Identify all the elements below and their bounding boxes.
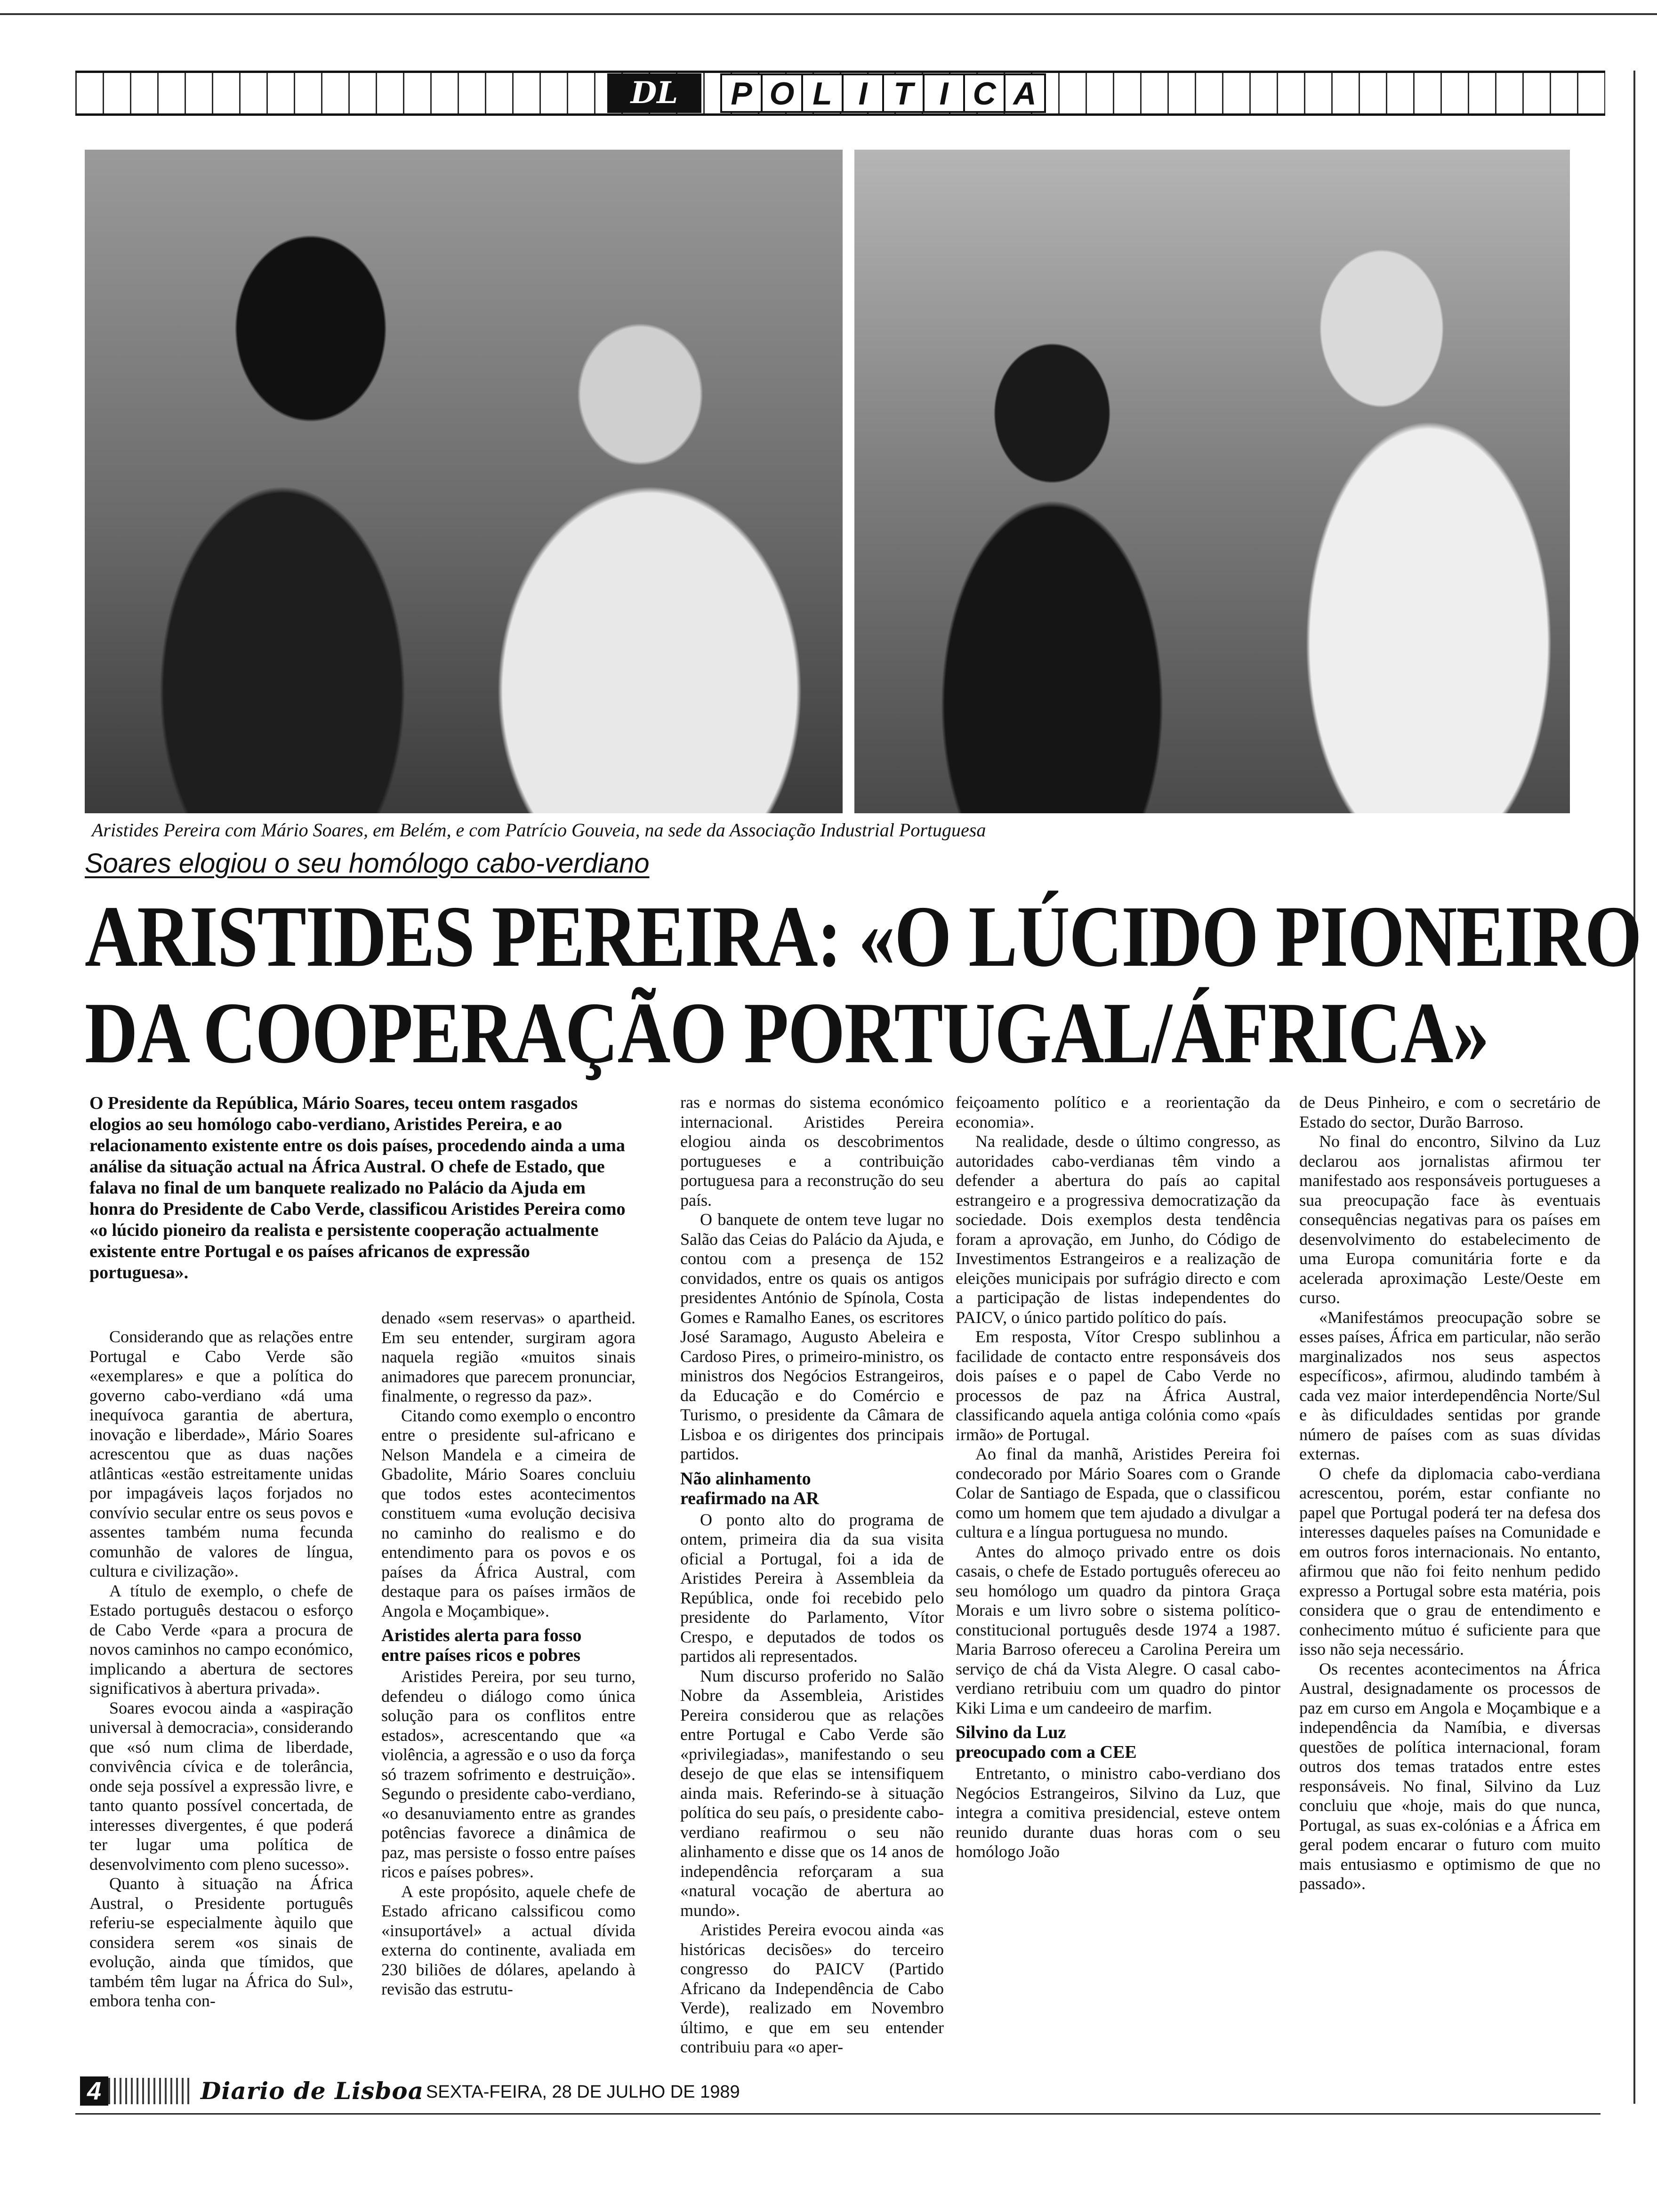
paragraph: Citando como exemplo o encontro entre o presidente sul-africano e Nelson Mandela e a cimeira de Gbadolite, Mário Soares concluiu que todos estes acontecimentos constituem «uma evolução decisiva no caminho do realismo e do entendimento para os povos e os países da África Austral, com destaque para os países irmãos de Angola e Moçambique». <box>381 1406 635 1620</box>
photo-divider <box>843 150 854 813</box>
subheading <box>381 1626 635 1665</box>
body-column-2 <box>381 1308 635 1999</box>
paragraph: Considerando que as relações entre Portugal e Cabo Verde são «exemplares» e que a política do governo cabo-verdiano «dá uma inequívoca garantia de abertura, inovação e liberdade», Mário Soares acrescentou que as duas nações atlânticas «estão estreitamente unidas por impagáveis laços forjados no convívio secular entre os seus povos e assentes também numa fecunda comunhão de valores de língua, cultura e civilização». <box>89 1327 353 1580</box>
headline-line-2: DA COOPERAÇÃO PORTUGAL/ÁFRICA» <box>85 985 1489 1082</box>
paragraph: Na realidade, desde o último congresso, as autoridades cabo-verdianas têm vindo a defender a abertura do país ao capital estrangeiro e a progressiva democratização da sociedade. Dois exemplos desta tendência foram a aprovação, em Junho, do Código de Investimentos Estrangeiros e a realização de eleições municipais por sufrágio directo e com a participação de listas independentes do PAICV, o único partido político do país. <box>956 1132 1280 1327</box>
subheading <box>956 1723 1280 1762</box>
page-number: 4 <box>80 2076 108 2106</box>
section-letter: T <box>882 73 925 113</box>
photo-caption: Aristides Pereira com Mário Soares, em Belém, e com Patrício Gouveia, na sede da Associação Industrial Portuguesa <box>92 819 986 841</box>
photo-pereira-soares <box>85 150 843 813</box>
paragraph: Aristides Pereira evocou ainda «as históricas decisões» do terceiro congresso do PAICV (Partido Africano da Independência de Cabo Verde), realizado em Novembro último, e que em seu entender contribuiu para «o aper- <box>680 1920 944 2056</box>
paragraph: A título de exemplo, o chefe de Estado português destacou o esforço de Cabo Verde «para a procura de novos caminhos no campo económico, implicando a abertura de sectores significativos à abertura privada». <box>89 1581 353 1698</box>
paragraph: A este propósito, aquele chefe de Estado africano calssificou como «insuportável» a actual dívida externa do continente, avaliada em 230 biliões de dólares, apelando à revisão das estrutu- <box>381 1882 635 1998</box>
subheading <box>680 1469 944 1508</box>
paragraph: No final do encontro, Silvino da Luz declarou aos jornalistas afirmou ter manifestado aos responsáveis portugueses a sua preocupação face às eventuais consequências negativas para os países em desenvolvimento do estabelecimento de uma Europa comunitária forte e da acelerada aproximação Leste/Oeste em curso. <box>1299 1132 1601 1307</box>
article-lead: O Presidente da República, Mário Soares, teceu ontem rasgados elogios ao seu homólogo cabo-verdiano, Aristides Pereira, e ao relacionamento existente entre os dois países, procedendo ainda a uma análise da situação actual na África Austral. O chefe de Estado, que falava no final de um banquete realizado no Palácio da Ajuda em honra do Presidente de Cabo Verde, classificou Aristides Pereira como «o lúcido pioneiro da realista e persistente cooperação actualmente existente entre Portugal e os países africanos de expressão portuguesa». <box>89 1093 626 1282</box>
paragraph: ras e normas do sistema económico internacional. Aristides Pereira elogiou ainda os descobrimentos portugueses e a contribuição portuguesa para a reconstrução do seu país. <box>680 1093 944 1210</box>
section-letter: C <box>963 73 1005 113</box>
paragraph: Antes do almoço privado entre os dois casais, o chefe de Estado português ofereceu ao seu homólogo um quadro da pintora Graça Morais e um livro sobre o sistema político-constitucional português desde 1974 a 1987. Maria Barroso ofereceu a Carolina Pereira um serviço de chá da Vista Alegre. O casal cabo-verdiano retribuiu com um quadro do pintor Kiki Lima e um candeeiro de marfim. <box>956 1542 1280 1717</box>
subheading-line: Não alinhamento <box>680 1468 811 1489</box>
paragraph: O ponto alto do programa de ontem, primeira dia da sua visita oficial a Portugal, foi a ida de Aristides Pereira à Assembleia da República, onde foi recebido pelo presidente do Parlamento, Vítor Crespo, e deputados de todos os partidos ali representados. <box>680 1510 944 1666</box>
newspaper-masthead: Diario de Lisboa <box>193 2076 431 2106</box>
footer-rule <box>75 2113 1601 2115</box>
subheading-line: entre países ricos e pobres <box>381 1645 580 1665</box>
subheading-line: Silvino da Luz <box>956 1723 1066 1742</box>
headline-line-1: ARISTIDES PEREIRA: «O LÚCIDO PIONEIRO <box>85 888 1641 985</box>
body-column-5 <box>1299 1093 1601 1894</box>
paragraph: Entretanto, o ministro cabo-verdiano dos Negócios Estrangeiros, Silvino da Luz, que integra a comitiva presidencial, esteve ontem reunido durante duas horas com o seu homólogo João <box>956 1764 1280 1861</box>
paragraph: Num discurso proferido no Salão Nobre da Assembleia, Aristides Pereira considerou que as relações entre Portugal e Cabo Verde são «privilegiadas», manifestando o seu desejo de que elas se intensifiquem ainda mais. Referindo-se à situação política do seu país, o presidente cabo-verdiano reafirmou o seu não alinhamento e disse que os 14 anos de independência reforçaram a sua «natural vocação de abertura ao mundo». <box>680 1666 944 1920</box>
paragraph: feiçoamento político e a reorientação da economia». <box>956 1093 1280 1131</box>
subheading-line: reafirmado na AR <box>680 1488 819 1508</box>
section-letter: O <box>761 73 803 113</box>
paragraph: denado «sem reservas» o apartheid. Em seu entender, surgiram agora naquela região «muitos sinais animadores que parecem pronunciar, finalmente, o regresso da paz». <box>381 1308 635 1405</box>
subheading-line: preocupado com a CEE <box>956 1742 1137 1762</box>
section-letter: A <box>1004 73 1046 113</box>
paragraph: O banquete de ontem teve lugar no Salão das Ceias do Palácio da Ajuda, e contou com a presença de 152 convidados, entre os quais os antigos presidentes António de Spínola, Costa Gomes e Ramalho Eanes, os escritores José Saramago, Augusto Abeleira e Cardoso Pires, o primeiro-ministro, os ministros dos Negócios Estrangeiros, da Educação e do Comércio e Turismo, o presidente da Câmara de Lisboa e os dirigentes dos principais partidos. <box>680 1210 944 1463</box>
page-frame-rule <box>1633 71 1635 2104</box>
body-column-3 <box>680 1093 944 2057</box>
scan-edge-rule <box>0 13 1657 15</box>
section-letter: I <box>842 73 884 113</box>
paragraph: Ao final da manhã, Aristides Pereira foi condecorado por Mário Soares com o Grande Colar de Santiago de Espada, que o classificou como um homem que tem ajudado a divulgar a cultura e a língua portuguesa no mundo. <box>956 1444 1280 1541</box>
section-letter: P <box>720 73 763 113</box>
section-letter: I <box>923 73 965 113</box>
article-kicker: Soares elogiou o seu homólogo cabo-verdiano <box>85 848 650 879</box>
section-letter: L <box>801 73 844 113</box>
body-column-4 <box>956 1093 1280 1862</box>
paragraph: Aristides Pereira, por seu turno, defendeu o diálogo como única solução para os conflitos entre estados», acrescentando que «a violência, a agressão e o uso da força só trazem sofrimento e destruição». Segundo o presidente cabo-verdiano, «o desanuviamento entre as grandes potências favorece a dinâmica de paz, mas persiste o fosso entre países ricos e países pobres». <box>381 1667 635 1881</box>
paragraph: Em resposta, Vítor Crespo sublinhou a facilidade de contacto entre responsáveis dos dois países e o papel de Cabo Verde no processos de paz na África Austral, classificando aquela antiga colónia como «país irmão» de Portugal. <box>956 1327 1280 1444</box>
paragraph: Soares evocou ainda a «aspiração universal à democracia», considerando que «só num clima de liberdade, convivência cívica e de tolerância, onde seja possível a expressão livre, e tanto quanto possível concertada, de interesses divergentes, é que poderá ter lugar uma política de desenvolvimento com pleno sucesso». <box>89 1698 353 1874</box>
paragraph: Os recentes acontecimentos na África Austral, designadamente os processos de paz em curso em Angola e Moçambique e a independência da Namíbia, e diversas questões de política internacional, foram outros dos temas tratados entre estes responsáveis. No final, Silvino da Luz concluiu que «hoje, mais do que nunca, Portugal, as suas ex-colónias e a África em geral podem encarar o futuro com muito mais entusiasmo e optimismo de que no passado». <box>1299 1659 1601 1893</box>
subheading-line: Aristides alerta para fosso <box>381 1626 582 1645</box>
paragraph: O chefe da diplomacia cabo-verdiana acrescentou, porém, estar confiante no papel que Portugal poderá ter na defesa dos interesses daqueles países na Comunidade e em outros foros internacionais. No entanto, afirmou que não foi feito nenhum pedido expresso a Portugal sobre esta matéria, pois considera que o grau de entendimento e conhecimento mútuo é suficiente para que isso não seja necessário. <box>1299 1464 1601 1659</box>
paragraph: «Manifestámos preocupação sobre se esses países, África em particular, não serão marginalizados nos seus aspectos específicos», afirmou, aludindo também à cada vez maior interdependência Norte/Sul e às dificuldades sentidas por grande número de países com as suas dívidas externas. <box>1299 1307 1601 1463</box>
header-logo: DL <box>607 73 701 113</box>
paragraph: Quanto à situação na África Austral, o Presidente português referiu-se especialmente àquilo que considera serem «os sinais de evolução, ainda que tímidos, que também têm lugar na África do Sul», embora tenha con- <box>89 1874 353 2010</box>
photo-pereira-gouveia <box>854 150 1570 813</box>
paragraph: de Deus Pinheiro, e com o secretário de Estado do sector, Durão Barroso. <box>1299 1093 1601 1131</box>
body-column-1 <box>89 1327 353 2011</box>
section-title <box>720 73 1044 113</box>
publication-date: SEXTA-FEIRA, 28 DE JULHO DE 1989 <box>426 2082 740 2102</box>
